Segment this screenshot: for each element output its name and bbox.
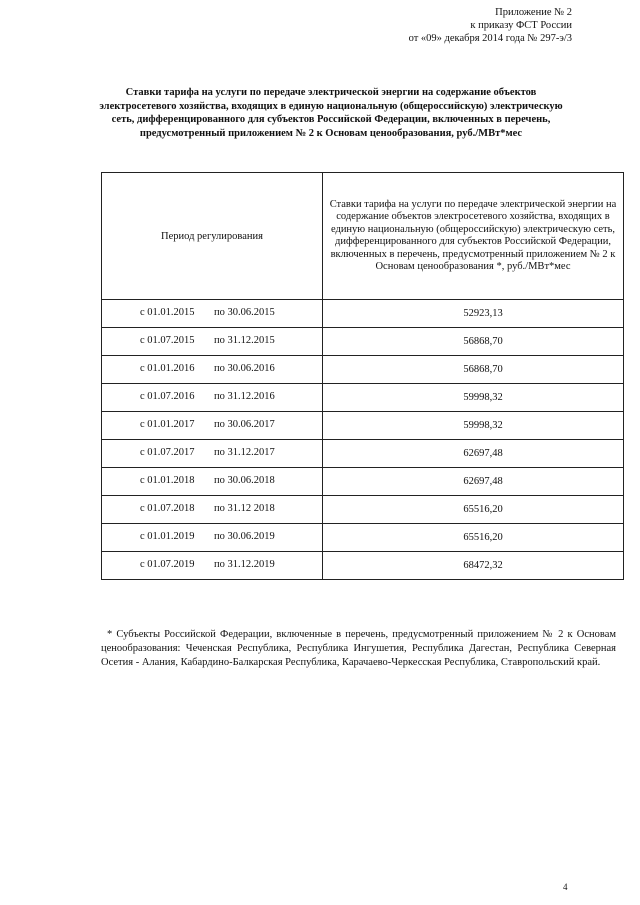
period-from: с 01.07.2017 xyxy=(140,447,195,458)
document-title: Ставки тарифа на услуги по передаче электрической энергии на содержание объектов электросетевого хозяйства, входящих в единую национальную (общероссийскую) электрическую сеть, дифференцированного для субъектов Российской Федерации, включенных в перечень, предусмотренный приложением № 2 к Основам ценообразования, руб./МВт*мес xyxy=(99,87,563,139)
period-cell xyxy=(102,552,323,580)
rate-cell: 59998,32 xyxy=(323,384,624,412)
header-period: Период регулирования xyxy=(102,173,323,300)
period-cell xyxy=(102,496,323,524)
table-row xyxy=(102,384,624,412)
period-to: по 30.06.2017 xyxy=(214,419,275,430)
period-from: с 01.07.2019 xyxy=(140,559,195,570)
period-to: по 30.06.2019 xyxy=(214,531,275,542)
period-from: с 01.07.2015 xyxy=(140,335,195,346)
footnote-text: * Субъекты Российской Федерации, включенные в перечень, предусмотренный приложением № 2 к Основам ценообразования: Чеченская Республика, Республика Ингушетия, Республика Дагестан, Республика Северная Осетия - Алания, Кабардино-Балкарская Республика, Карачаево-Черкесская Республика, Ставропольский край. xyxy=(101,629,616,668)
period-to: по 31.12.2015 xyxy=(214,335,275,346)
period-from: с 01.01.2019 xyxy=(140,531,195,542)
period-from: с 01.01.2017 xyxy=(140,419,195,430)
table-header-row xyxy=(102,173,624,300)
table-row xyxy=(102,524,624,552)
period-to: по 31.12.2017 xyxy=(214,447,275,458)
table-row xyxy=(102,300,624,328)
attachment-order: к приказу ФСТ России xyxy=(470,20,572,31)
page-number: 4 xyxy=(563,882,568,892)
period-cell xyxy=(102,524,323,552)
period-from: с 01.07.2018 xyxy=(140,503,195,514)
header-rate: Ставки тарифа на услуги по передаче электрической энергии на содержание объектов электросетевого хозяйства, входящих в единую национальную (общероссийскую) электрическую сеть, дифференцированного для субъектов Российской Федерации, включенных в перечень, предусмотренный приложением № 2 к Основам ценообразования *, руб./МВт*мес xyxy=(323,173,624,300)
period-cell xyxy=(102,356,323,384)
rate-cell: 65516,20 xyxy=(323,496,624,524)
attachment-date: от «09» декабря 2014 года № 297-э/3 xyxy=(408,33,572,44)
rate-cell: 68472,32 xyxy=(323,552,624,580)
table-row xyxy=(102,412,624,440)
period-from: с 01.01.2018 xyxy=(140,475,195,486)
period-cell xyxy=(102,328,323,356)
period-cell xyxy=(102,412,323,440)
attachment-header xyxy=(312,6,572,45)
period-cell xyxy=(102,468,323,496)
rate-cell: 62697,48 xyxy=(323,468,624,496)
tariff-table xyxy=(101,172,624,580)
period-from: с 01.01.2015 xyxy=(140,307,195,318)
period-to: по 30.06.2015 xyxy=(214,307,275,318)
table-row xyxy=(102,328,624,356)
period-cell xyxy=(102,300,323,328)
period-from: с 01.07.2016 xyxy=(140,391,195,402)
period-from: с 01.01.2016 xyxy=(140,363,195,374)
table-row xyxy=(102,468,624,496)
period-to: по 30.06.2018 xyxy=(214,475,275,486)
period-to: по 31.12.2016 xyxy=(214,391,275,402)
table-body xyxy=(102,300,624,580)
period-cell xyxy=(102,384,323,412)
rate-cell: 56868,70 xyxy=(323,356,624,384)
rate-cell: 52923,13 xyxy=(323,300,624,328)
period-to: по 31.12 2018 xyxy=(214,503,275,514)
period-to: по 30.06.2016 xyxy=(214,363,275,374)
table-row xyxy=(102,496,624,524)
period-cell xyxy=(102,440,323,468)
table-row xyxy=(102,356,624,384)
table-row xyxy=(102,552,624,580)
table-row xyxy=(102,440,624,468)
rate-cell: 65516,20 xyxy=(323,524,624,552)
period-to: по 31.12.2019 xyxy=(214,559,275,570)
rate-cell: 59998,32 xyxy=(323,412,624,440)
footnote xyxy=(101,628,616,670)
attachment-number: Приложение № 2 xyxy=(495,7,572,18)
rate-cell: 56868,70 xyxy=(323,328,624,356)
rate-cell: 62697,48 xyxy=(323,440,624,468)
